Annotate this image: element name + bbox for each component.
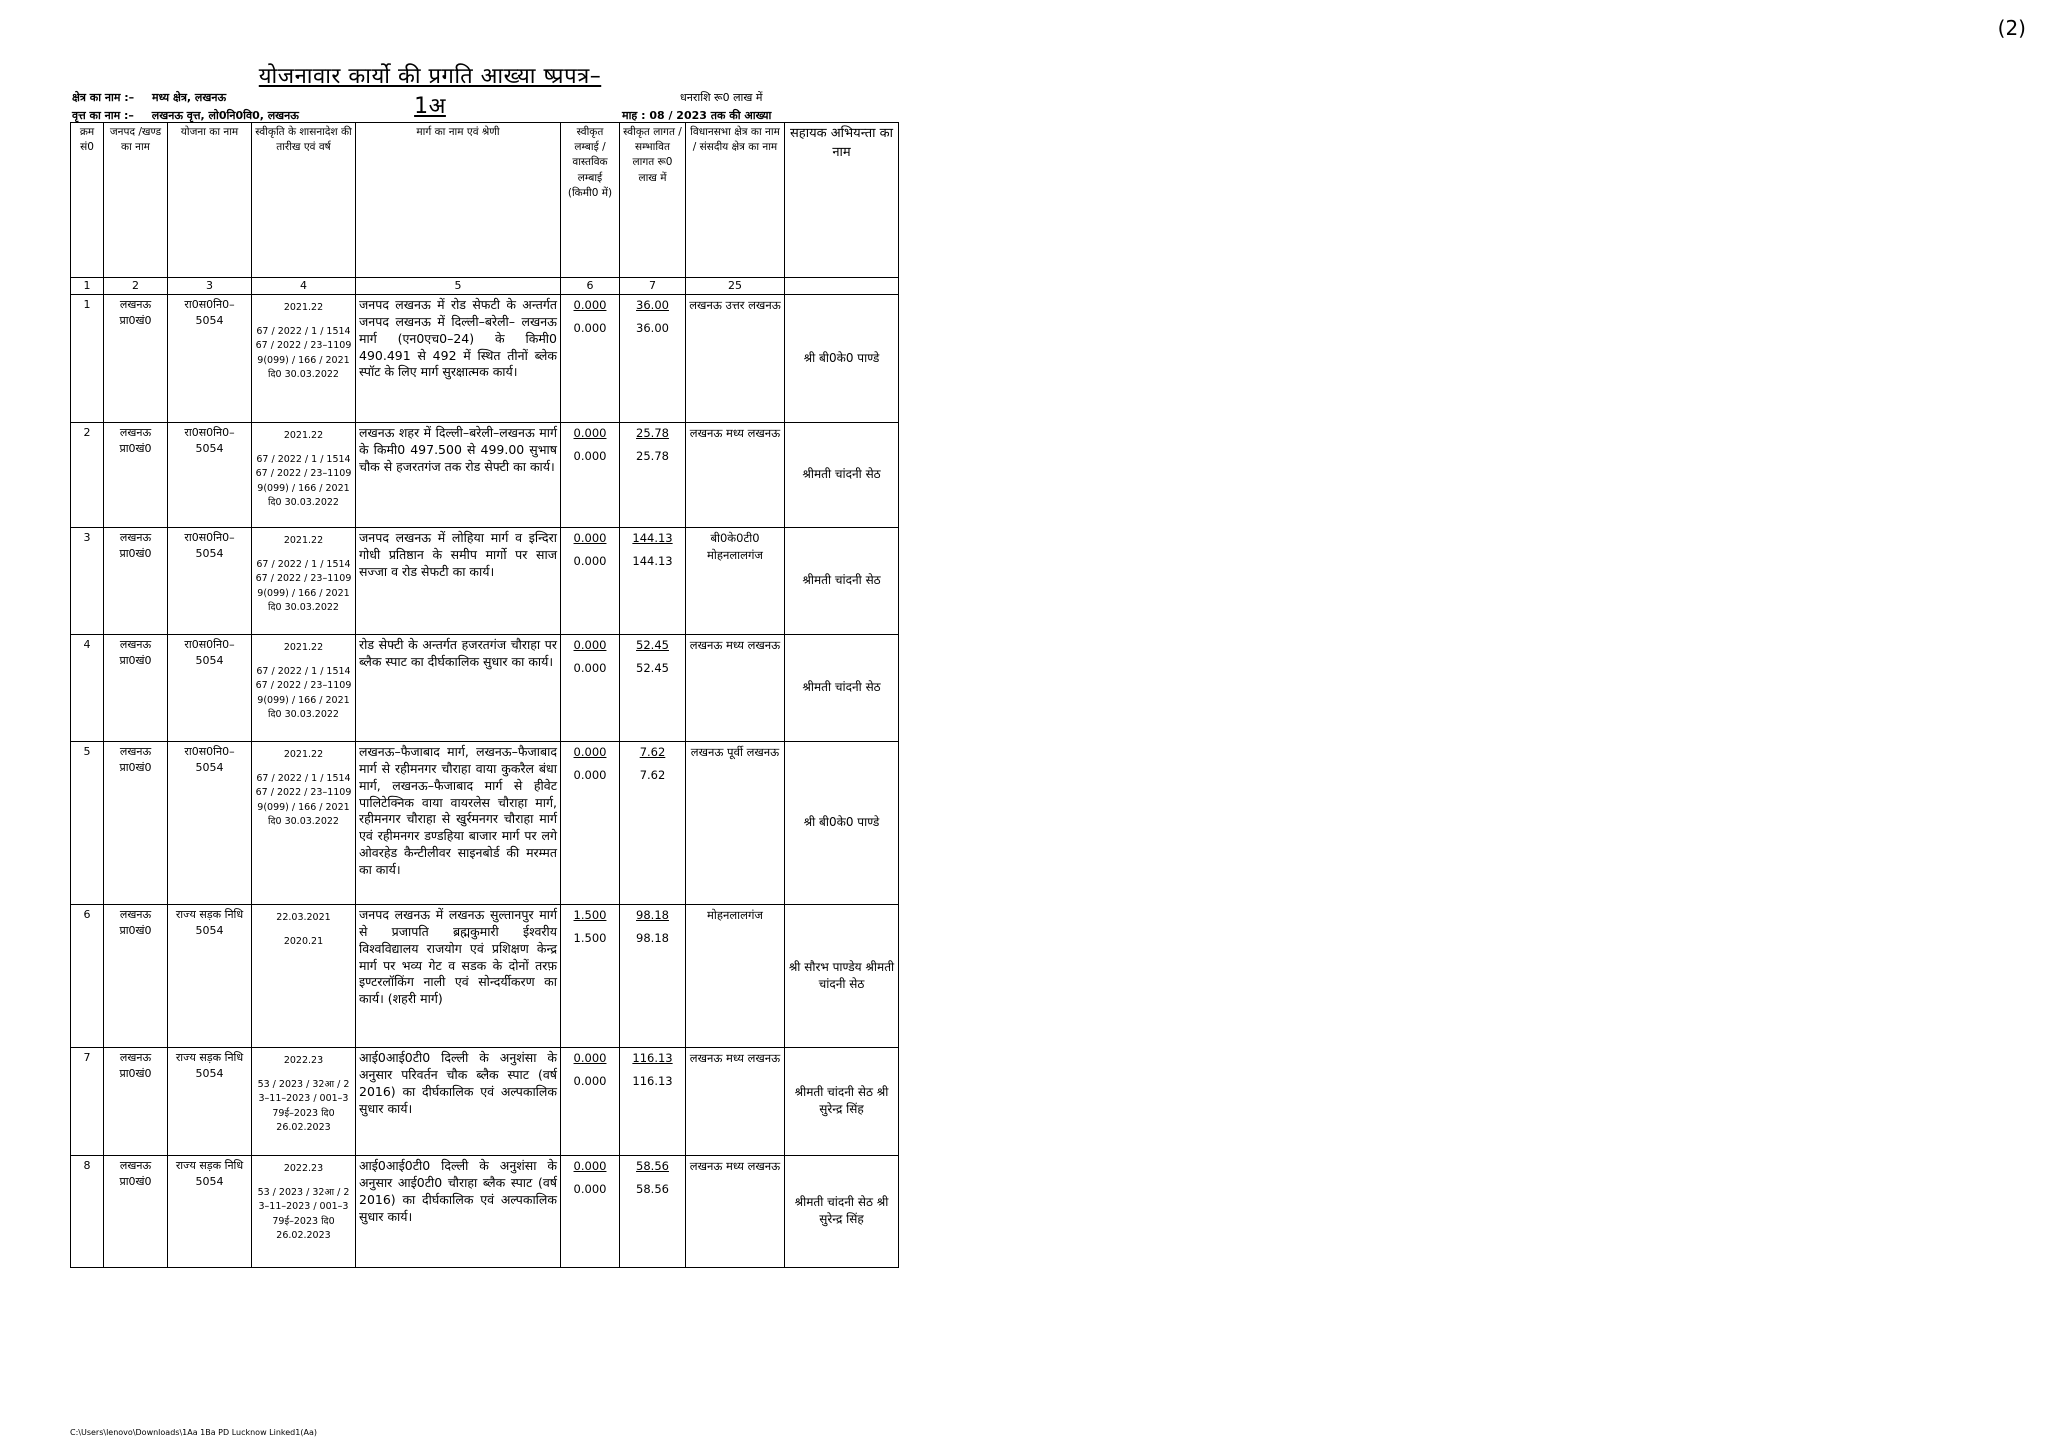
cost-probable: 116.13 — [632, 1073, 673, 1088]
length-sanctioned: 0.000 — [573, 425, 607, 440]
sanction-order: 67 / 2022 / 1 / 1514 67 / 2022 / 23–1109 9(099) / 166 / 2021 दि0 30.03.2022 — [255, 666, 352, 720]
cost-probable: 52.45 — [636, 660, 669, 675]
header-engineer: सहायक अभियन्ता का नाम — [785, 123, 899, 278]
length-sanctioned: 0.000 — [573, 1158, 607, 1173]
cost-sanctioned: 98.18 — [636, 907, 669, 922]
cell-sanction — [252, 1155, 356, 1267]
cell-scheme: रा0स0नि0–5054 — [168, 294, 252, 422]
cell-road: आई0आई0टी0 दिल्ली के अनुशंसा के अनुसार आई0टी0 चौराहा ब्लैक स्पाट (वर्ष 2016) का दीर्घकालिक एवं अल्पकालिक सुधार कार्य। — [356, 1155, 561, 1267]
cell-cost — [620, 1047, 686, 1155]
cell-engineer: श्रीमती चांदनी सेठ — [785, 634, 899, 741]
cell-constituency: लखनऊ मध्य लखनऊ — [686, 1155, 785, 1267]
table-row — [71, 741, 899, 904]
header-sanction: स्वीकृति के शासनादेश की तारीख एवं वर्ष — [252, 123, 356, 278]
table-row — [71, 1047, 899, 1155]
sanction-order: 67 / 2022 / 1 / 1514 67 / 2022 / 23–1109 9(099) / 166 / 2021 दि0 30.03.2022 — [255, 326, 352, 380]
sanction-year: 2021.22 — [283, 534, 324, 546]
cell-length — [561, 634, 620, 741]
cell-sanction — [252, 741, 356, 904]
sanction-year: 2021.22 — [283, 429, 324, 441]
cell-scheme: रा0स0नि0–5054 — [168, 527, 252, 634]
cell-cost — [620, 904, 686, 1047]
cell-cost — [620, 422, 686, 527]
cell-sanction — [252, 634, 356, 741]
cell-sn: 6 — [71, 904, 104, 1047]
cell-district: लखनऊ प्रा0खं0 — [104, 634, 168, 741]
cell-engineer: श्री बी0के0 पाण्डे — [785, 741, 899, 904]
table-row — [71, 527, 899, 634]
footer-file-path: C:\Users\lenovo\Downloads\1Aa 1Ba PD Lucknow Linked1(Aa) — [70, 1428, 317, 1437]
cell-engineer: श्री बी0के0 पाण्डे — [785, 294, 899, 422]
sanction-order: 67 / 2022 / 1 / 1514 67 / 2022 / 23–1109 9(099) / 166 / 2021 दि0 30.03.2022 — [255, 559, 352, 613]
cell-engineer: श्रीमती चांदनी सेठ श्री सुरेन्द्र सिंह — [785, 1047, 899, 1155]
unit-note: धनराशि रू0 लाख में — [680, 91, 763, 104]
cell-sanction — [252, 527, 356, 634]
page-number: (2) — [1997, 16, 2026, 40]
cost-probable: 144.13 — [632, 553, 673, 568]
region-label: क्षेत्र का नाम :– — [72, 91, 135, 104]
cell-engineer: श्री सौरभ पाण्डेय श्रीमती चांदनी सेठ — [785, 904, 899, 1047]
circle-value: लखनऊ वृत्त, लो0नि0वि0, लखनऊ — [151, 109, 299, 122]
cost-sanctioned: 7.62 — [639, 744, 666, 759]
cell-road: जनपद लखनऊ में रोड सेफटी के अन्तर्गत जनपद लखनऊ में दिल्ली–बरेली– लखनऊ मार्ग (एन0एच0–24) के किमी0 490.491 से 492 में स्थित तीनों ब्लेक स्पॉट के लिए मार्ग सुरक्षात्मक कार्य। — [356, 294, 561, 422]
cost-sanctioned: 25.78 — [636, 425, 669, 440]
cell-scheme: राज्य सड़क निधि 5054 — [168, 1155, 252, 1267]
cell-road: जनपद लखनऊ में लोहिया मार्ग व इन्दिरा गोधी प्रतिष्ठान के समीप मार्गो पर साज सज्जा व रोड सेफटी का कार्य। — [356, 527, 561, 634]
cost-sanctioned: 36.00 — [636, 297, 669, 312]
cell-scheme: रा0स0नि0–5054 — [168, 741, 252, 904]
cost-sanctioned: 58.56 — [636, 1158, 669, 1173]
cost-sanctioned: 144.13 — [632, 530, 673, 545]
cell-length — [561, 527, 620, 634]
cell-sn: 4 — [71, 634, 104, 741]
cell-sanction — [252, 904, 356, 1047]
cell-length — [561, 1047, 620, 1155]
region-value: मध्य क्षेत्र, लखनऊ — [152, 91, 227, 104]
header-district: जनपद /खण्ड का नाम — [104, 123, 168, 278]
length-sanctioned: 0.000 — [573, 637, 607, 652]
page-title: योजनावार कार्यो की प्रगति आख्या ष्प्रपत्र–1अ — [258, 64, 602, 119]
col-num — [785, 278, 899, 295]
cell-district: लखनऊ प्रा0खं0 — [104, 741, 168, 904]
col-num: 25 — [686, 278, 785, 295]
length-actual: 0.000 — [573, 448, 607, 463]
length-sanctioned: 0.000 — [573, 530, 607, 545]
cell-cost — [620, 741, 686, 904]
column-number-row — [71, 278, 899, 295]
table-body — [71, 278, 899, 1268]
cost-probable: 7.62 — [639, 767, 666, 782]
circle-label: वृत्त का नाम :– — [72, 109, 134, 122]
length-actual: 0.000 — [573, 1073, 607, 1088]
cell-constituency: लखनऊ मध्य लखनऊ — [686, 1047, 785, 1155]
cell-sanction — [252, 422, 356, 527]
cell-sn: 1 — [71, 294, 104, 422]
cell-road: जनपद लखनऊ में लखनऊ सुल्तानपुर मार्ग से प्रजापति ब्रह्मकुमारी ईश्वरीय विश्वविद्यालय राजयोग एवं प्रशिक्षण केन्द्र मार्ग पर भव्य गेट व सडक के दोनों तरफ़ इण्टरलॉकिंग नाली एवं सोन्दर्यीकरण का कार्य। (शहरी मार्ग) — [356, 904, 561, 1047]
cell-cost — [620, 1155, 686, 1267]
cell-scheme: रा0स0नि0–5054 — [168, 422, 252, 527]
cell-scheme: रा0स0नि0–5054 — [168, 634, 252, 741]
col-num: 5 — [356, 278, 561, 295]
cell-district: लखनऊ प्रा0खं0 — [104, 422, 168, 527]
circle-line — [72, 108, 299, 123]
col-num: 3 — [168, 278, 252, 295]
length-actual: 0.000 — [573, 553, 607, 568]
cell-engineer: श्रीमती चांदनी सेठ — [785, 527, 899, 634]
cost-probable: 98.18 — [636, 930, 669, 945]
sanction-order: 67 / 2022 / 1 / 1514 67 / 2022 / 23–1109 9(099) / 166 / 2021 दि0 30.03.2022 — [255, 454, 352, 508]
cell-district: लखनऊ प्रा0खं0 — [104, 1047, 168, 1155]
sanction-year: 2022.23 — [283, 1054, 324, 1066]
sanction-year: 2021.22 — [283, 641, 324, 653]
header-constituency: विधानसभा क्षेत्र का नाम / संसदीय क्षेत्र का नाम — [686, 123, 785, 278]
sanction-order: 67 / 2022 / 1 / 1514 67 / 2022 / 23–1109 9(099) / 166 / 2021 दि0 30.03.2022 — [255, 773, 352, 827]
length-sanctioned: 1.500 — [573, 907, 607, 922]
cell-road: आई0आई0टी0 दिल्ली के अनुशंसा के अनुसार परिवर्तन चौक ब्लैक स्पाट (वर्ष 2016) का दीर्घकालिक एवं अल्पकालिक सुधार कार्य। — [356, 1047, 561, 1155]
progress-table-container — [70, 122, 899, 1268]
cost-probable: 36.00 — [636, 320, 669, 335]
cell-scheme: राज्य सड़क निधि 5054 — [168, 1047, 252, 1155]
cell-constituency: बी0के0टी0 मोहनलालगंज — [686, 527, 785, 634]
header-sn: क्रम सं0 — [71, 123, 104, 278]
cell-constituency: लखनऊ उत्तर लखनऊ — [686, 294, 785, 422]
cell-sn: 3 — [71, 527, 104, 634]
cell-sn: 5 — [71, 741, 104, 904]
sanction-year: 2021.22 — [283, 748, 324, 760]
progress-table — [70, 122, 899, 1268]
header-cost: स्वीकृत लागत / सम्भावित लागत रू0 लाख में — [620, 123, 686, 278]
length-sanctioned: 0.000 — [573, 297, 607, 312]
cell-constituency: लखनऊ मध्य लखनऊ — [686, 422, 785, 527]
cell-sn: 2 — [71, 422, 104, 527]
table-row — [71, 294, 899, 422]
month-note: माह : 08 / 2023 तक की आख्या — [622, 109, 772, 122]
cell-district: लखनऊ प्रा0खं0 — [104, 1155, 168, 1267]
cell-constituency: लखनऊ पूर्वी लखनऊ — [686, 741, 785, 904]
sanction-year: 2021.22 — [283, 301, 324, 313]
cell-constituency: मोहनलालगंज — [686, 904, 785, 1047]
sanction-order: 53 / 2023 / 32आ / 2 3–11–2023 / 001–3 79ई–2023 दि0 26.02.2023 — [257, 1187, 350, 1241]
col-num: 1 — [71, 278, 104, 295]
sanction-order: 53 / 2023 / 32आ / 2 3–11–2023 / 001–3 79ई–2023 दि0 26.02.2023 — [257, 1079, 350, 1133]
cell-cost — [620, 634, 686, 741]
cell-engineer: श्रीमती चांदनी सेठ श्री सुरेन्द्र सिंह — [785, 1155, 899, 1267]
cell-constituency: लखनऊ मध्य लखनऊ — [686, 634, 785, 741]
col-num: 6 — [561, 278, 620, 295]
col-num: 4 — [252, 278, 356, 295]
cost-sanctioned: 116.13 — [632, 1050, 673, 1065]
cell-sn: 8 — [71, 1155, 104, 1267]
cell-length — [561, 294, 620, 422]
cell-road: लखनऊ–फैजाबाद मार्ग, लखनऊ–फैजाबाद मार्ग से रहीमनगर चौराहा वाया कुकरैल बंधा मार्ग, लखनऊ–फैजाबाद मार्ग से हीवेट पालिटेक्निक वाया वायरलेस चौराहा मार्ग, रहीमनगर चौराहा से खुर्रमनगर चौराहा मार्ग एवं रहीमनगर डण्डहिया बाजार मार्ग पर लगे ओवरहेड कैन्टीलीवर साइनबोर्ड की मरम्मत का कार्य। — [356, 741, 561, 904]
region-line — [72, 90, 226, 105]
sanction-order: 2020.21 — [283, 936, 324, 948]
col-num: 7 — [620, 278, 686, 295]
length-actual: 0.000 — [573, 767, 607, 782]
header-road: मार्ग का नाम एवं श्रेणी — [356, 123, 561, 278]
table-row — [71, 904, 899, 1047]
cell-cost — [620, 294, 686, 422]
cell-district: लखनऊ प्रा0खं0 — [104, 294, 168, 422]
cell-road: लखनऊ शहर में दिल्ली–बरेली–लखनऊ मार्ग के किमी0 497.500 से 499.00 सुभाष चौक से हजरतगंज तक रोड सेफ्टी का कार्य। — [356, 422, 561, 527]
header-row — [71, 123, 899, 278]
length-actual: 0.000 — [573, 660, 607, 675]
cost-probable: 58.56 — [636, 1181, 669, 1196]
sanction-year: 22.03.2021 — [276, 911, 331, 923]
header-scheme: योजना का नाम — [168, 123, 252, 278]
length-actual: 0.000 — [573, 1181, 607, 1196]
cell-scheme: राज्य सड़क निधि 5054 — [168, 904, 252, 1047]
cell-sanction — [252, 294, 356, 422]
cell-engineer: श्रीमती चांदनी सेठ — [785, 422, 899, 527]
cell-length — [561, 422, 620, 527]
cell-road: रोड सेफ्टी के अन्तर्गत हजरतगंज चौराहा पर ब्लैक स्पाट का दीर्घकालिक सुधार का कार्य। — [356, 634, 561, 741]
table-row — [71, 1155, 899, 1267]
cell-district: लखनऊ प्रा0खं0 — [104, 904, 168, 1047]
cell-length — [561, 1155, 620, 1267]
cost-probable: 25.78 — [636, 448, 669, 463]
cell-sanction — [252, 1047, 356, 1155]
cell-length — [561, 741, 620, 904]
cell-district: लखनऊ प्रा0खं0 — [104, 527, 168, 634]
cost-sanctioned: 52.45 — [636, 637, 669, 652]
col-num: 2 — [104, 278, 168, 295]
length-sanctioned: 0.000 — [573, 1050, 607, 1065]
table-row — [71, 634, 899, 741]
length-actual: 0.000 — [573, 320, 607, 335]
cell-sn: 7 — [71, 1047, 104, 1155]
cell-length — [561, 904, 620, 1047]
length-actual: 1.500 — [573, 930, 607, 945]
length-sanctioned: 0.000 — [573, 744, 607, 759]
table-row — [71, 422, 899, 527]
cell-cost — [620, 527, 686, 634]
header-length: स्वीकृत लम्बाई / वास्तविक लम्बाई (किमी0 में) — [561, 123, 620, 278]
sanction-year: 2022.23 — [283, 1162, 324, 1174]
